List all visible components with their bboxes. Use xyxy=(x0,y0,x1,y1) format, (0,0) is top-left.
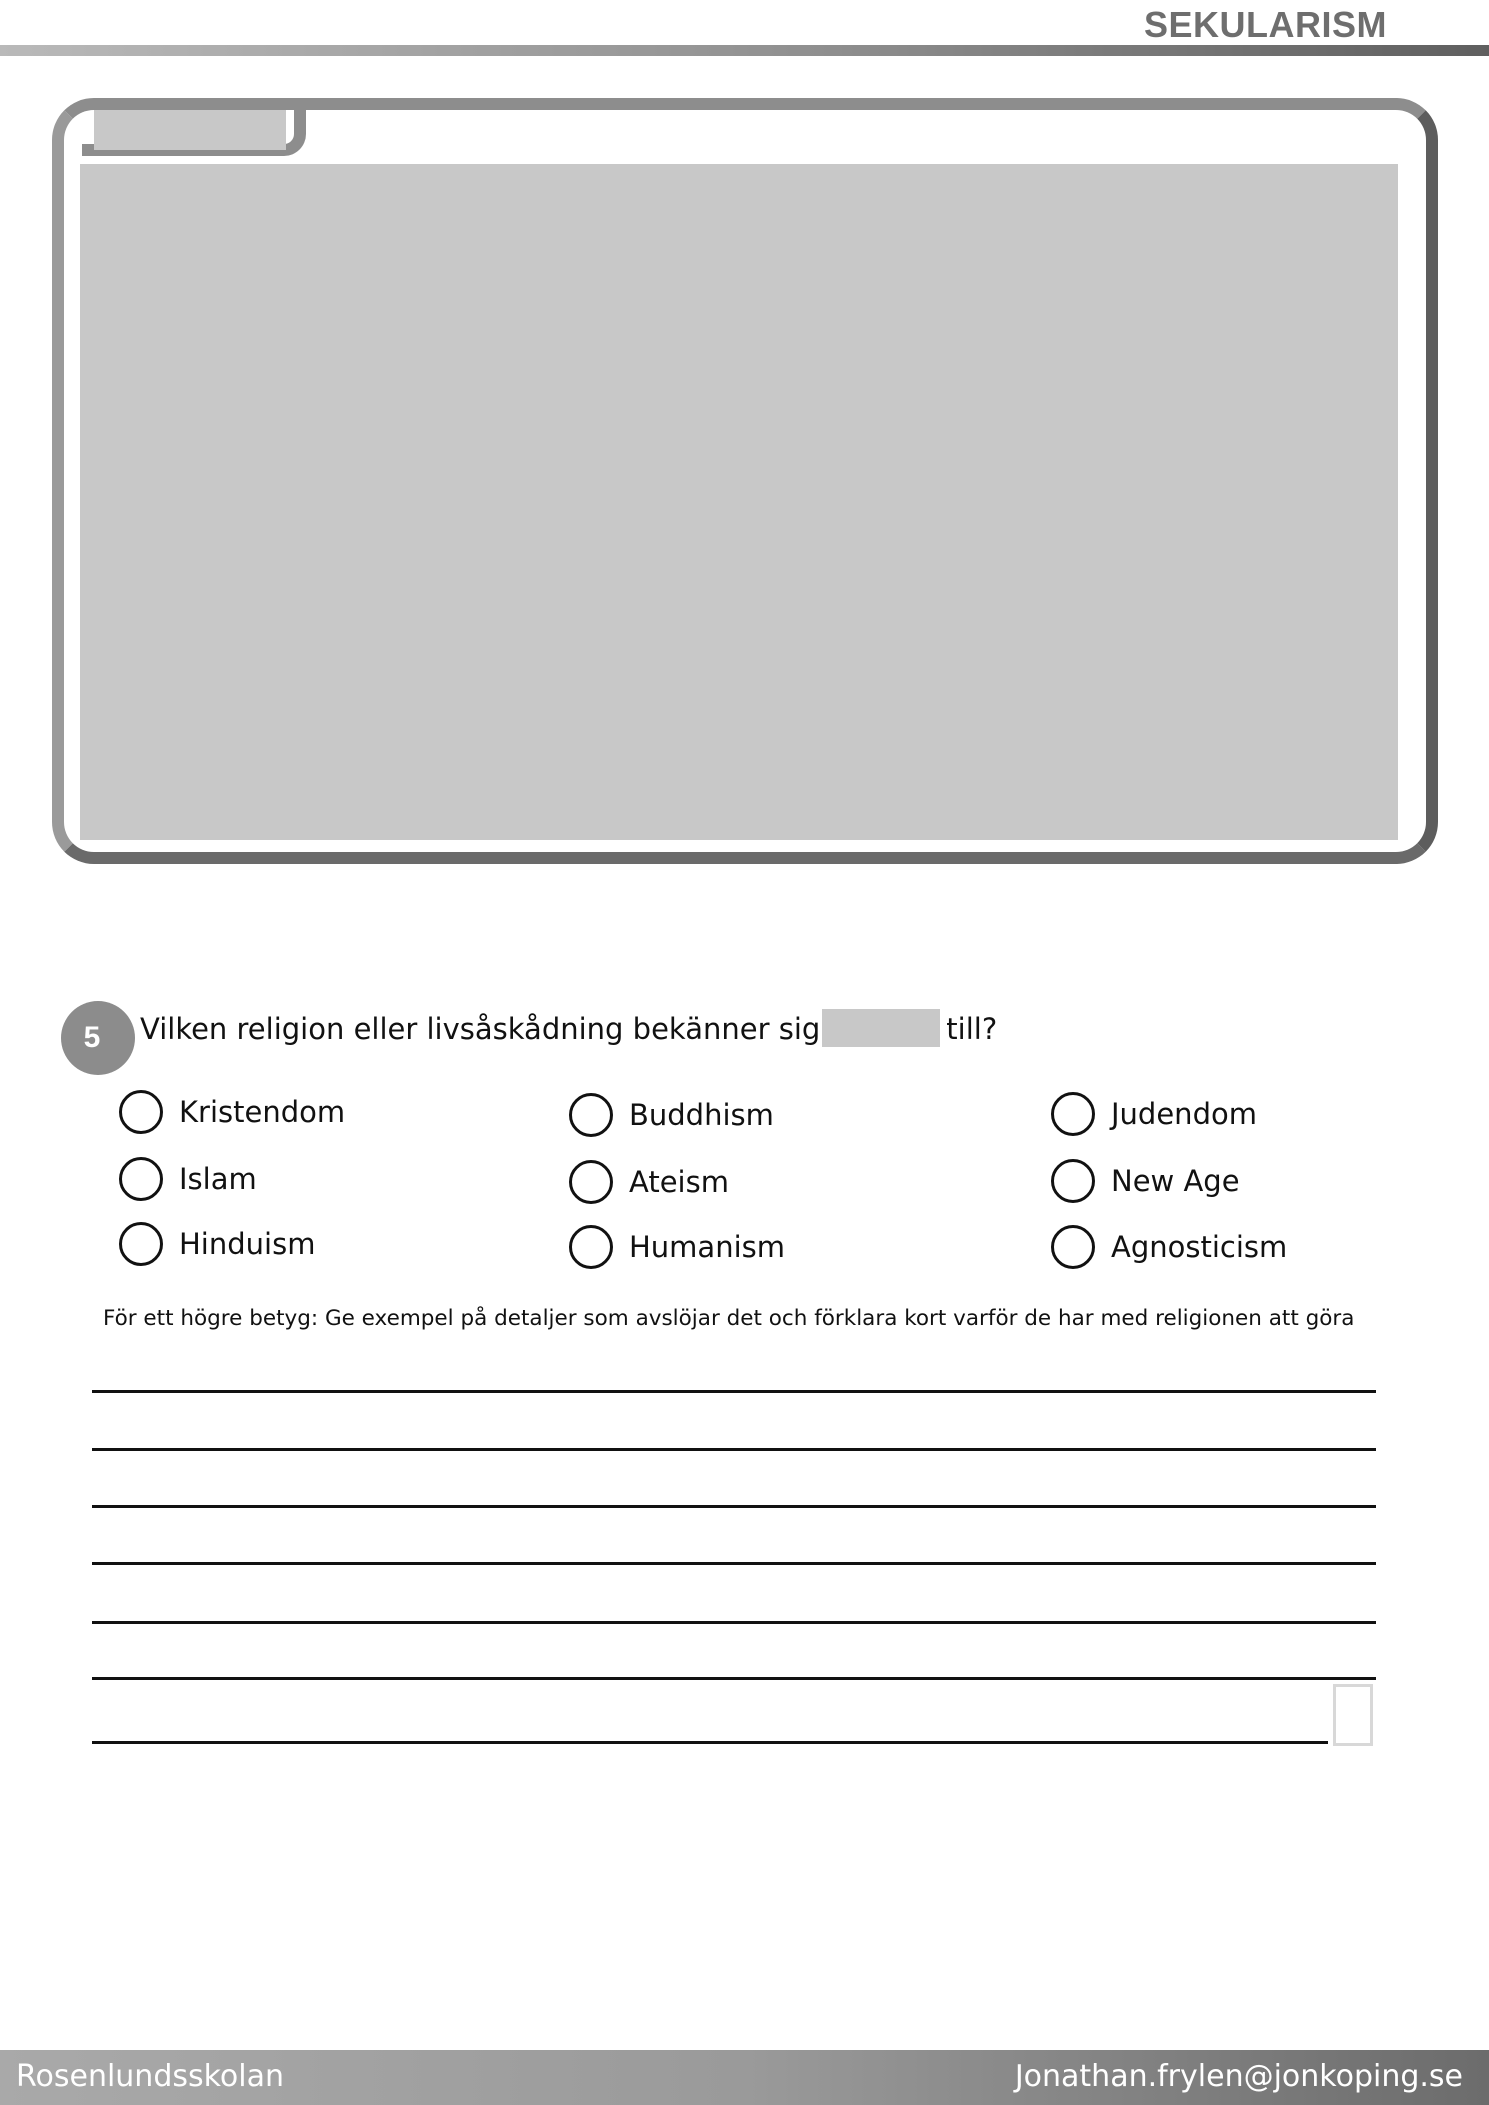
question-text xyxy=(140,1012,997,1050)
page-header-title: SEKULARISM xyxy=(1143,4,1387,45)
option-buddhism[interactable] xyxy=(569,1093,774,1137)
grade-instruction: För ett högre betyg: Ge exempel på detaljer som avslöjar det och förklara kort varför de har med religionen att göra xyxy=(103,1306,1355,1331)
question-number: 5 xyxy=(83,1021,101,1054)
answer-line[interactable] xyxy=(92,1505,1376,1508)
option-label: New Age xyxy=(1111,1164,1240,1198)
image-placeholder xyxy=(80,164,1398,840)
page-corner-box xyxy=(1333,1684,1373,1746)
header-divider xyxy=(0,45,1489,56)
option-hinduism[interactable] xyxy=(119,1222,315,1266)
footer-school: Rosenlundsskolan xyxy=(16,2059,285,2094)
radio-button[interactable] xyxy=(569,1225,613,1269)
question-text-before: Vilken religion eller livsåskådning bekänner sig xyxy=(140,1012,821,1046)
frame-tab-label-placeholder xyxy=(94,110,286,150)
radio-button[interactable] xyxy=(119,1157,163,1201)
option-islam[interactable] xyxy=(119,1157,257,1201)
option-judendom[interactable] xyxy=(1051,1092,1257,1136)
radio-button[interactable] xyxy=(569,1093,613,1137)
option-agnosticism[interactable] xyxy=(1051,1225,1287,1269)
answer-line[interactable] xyxy=(92,1562,1376,1565)
option-label: Kristendom xyxy=(179,1095,346,1129)
question-text-after: till? xyxy=(946,1012,998,1046)
answer-line[interactable] xyxy=(92,1390,1376,1393)
option-label: Ateism xyxy=(629,1165,729,1199)
radio-button[interactable] xyxy=(1051,1225,1095,1269)
option-ateism[interactable] xyxy=(569,1160,729,1204)
radio-button[interactable] xyxy=(1051,1092,1095,1136)
option-label: Buddhism xyxy=(629,1098,774,1132)
option-label: Agnosticism xyxy=(1111,1230,1288,1264)
footer-email: Jonathan.frylen@jonkoping.se xyxy=(1014,2059,1463,2094)
answer-line[interactable] xyxy=(92,1621,1376,1624)
option-new-age[interactable] xyxy=(1051,1159,1240,1203)
answer-line[interactable] xyxy=(92,1448,1376,1451)
option-humanism[interactable] xyxy=(569,1225,785,1269)
option-label: Judendom xyxy=(1111,1097,1257,1131)
radio-button[interactable] xyxy=(1051,1159,1095,1203)
radio-button[interactable] xyxy=(119,1222,163,1266)
question-number-badge xyxy=(61,1001,135,1075)
question-blank xyxy=(822,1009,940,1047)
answer-line[interactable] xyxy=(92,1677,1376,1680)
radio-button[interactable] xyxy=(119,1090,163,1134)
option-kristendom[interactable] xyxy=(119,1090,345,1134)
answer-line[interactable] xyxy=(92,1741,1328,1744)
option-label: Islam xyxy=(179,1162,257,1196)
option-label: Humanism xyxy=(629,1230,786,1264)
radio-button[interactable] xyxy=(569,1160,613,1204)
option-label: Hinduism xyxy=(179,1227,316,1261)
